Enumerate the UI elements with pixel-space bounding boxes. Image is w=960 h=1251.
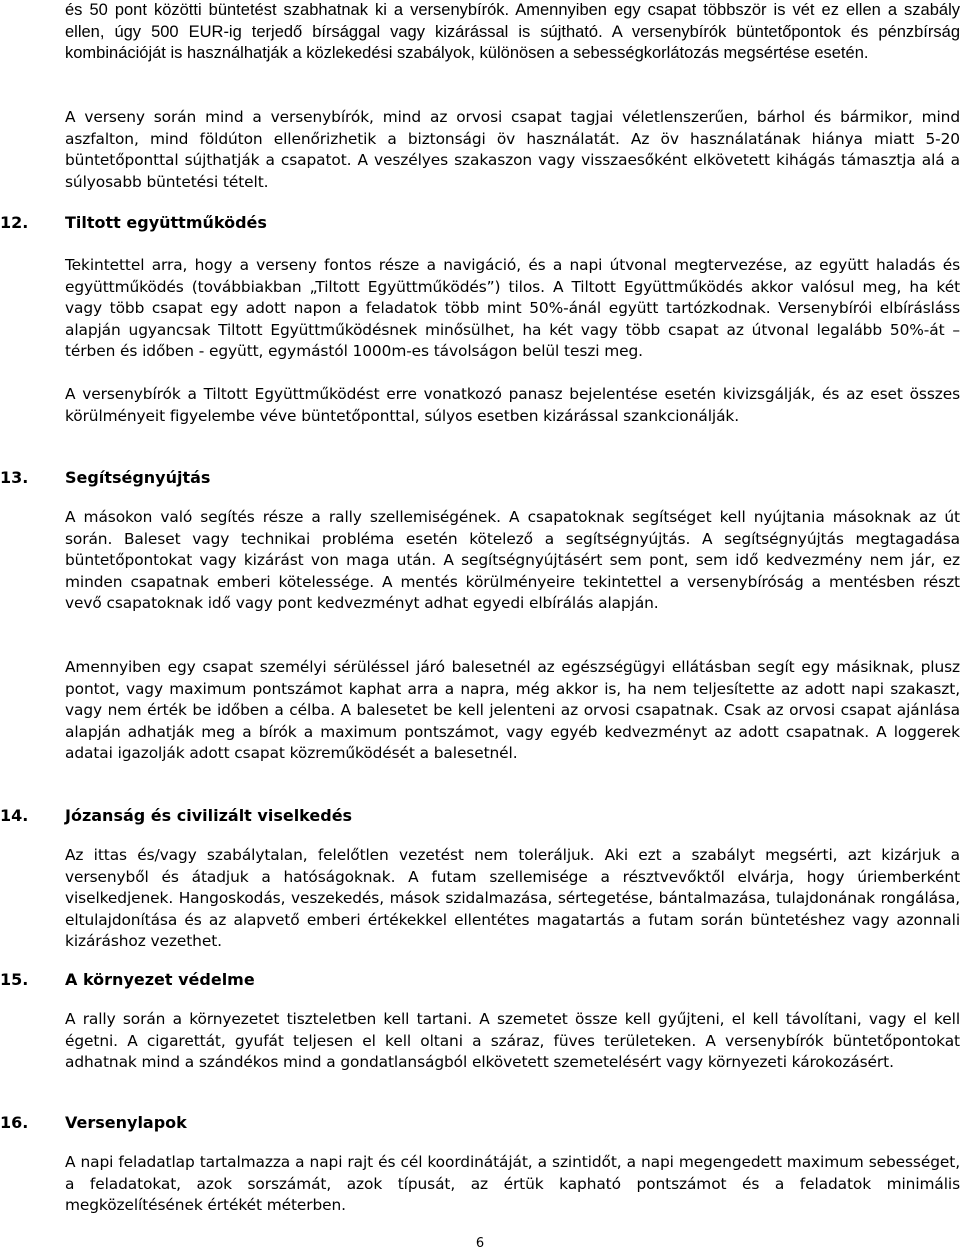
section-title: Tiltott együttműködés [65, 213, 267, 232]
section-number: 14. [0, 806, 29, 825]
page-number: 6 [475, 1236, 485, 1251]
section-number: 15. [0, 970, 29, 989]
section-title: Versenylapok [65, 1113, 187, 1132]
section-15-paragraph-1: A rally során a környezetet tiszteletben kell tartani. A szemetet össze kell gyűjteni, el kell távolítani, vagy el kell égetni. A cigarettát, gyufát teljesen el kell oltani a száraz, füves területeken. A versenybírók büntetőpontokat adhatnak mind a szándékos mind a gondatlanságból elkövetett szemetelésért vagy környezeti károkozásért. [65, 1010, 960, 1071]
section-heading-16 [0, 1112, 187, 1134]
section-title: Józanság és civilizált viselkedés [65, 806, 353, 825]
section-heading-15 [0, 969, 255, 991]
section-number: 13. [0, 468, 29, 487]
section-14-paragraph-1: Az ittas és/vagy szabálytalan, felelőtlen vezetést nem toleráljuk. Aki ezt a szabályt megsérti, azt kizárjuk a versenyből és átadjuk a hatóságoknak. A futam szellemisége a résztvevőktől elvárja, hogy úriemberként viselkedjenek. Hangoskodás, veszekedés, mások szidalmazása, sértegetése, bántalmazása, tulajdonának rongálása, eltulajdonítása és az alapvető emberi értékekkel ellentétes magatartás a futam során büntetéshez vagy azonnali kizáráshoz vezethet. [65, 846, 960, 950]
section-title: A környezet védelme [65, 970, 255, 989]
section-heading-12 [0, 212, 267, 234]
section-13-paragraph-2: Amennyiben egy csapat személyi sérüléssel járó balesetnél az egészségügyi ellátásban segít egy másiknak, plusz pontot, vagy maximum pontszámot kaphat arra a napra, még akkor is, ha nem teljesítette az adott napi szakaszt, vagy nem érték be időben a célba. A balesetet be kell jelenteni az orvosi csapatnak. Csak az orvosi csapat ajánlása alapján adhatják meg a bírók a maximum pontszámot, vagy egyéb kedvezményt az adott csapatnak. A loggerek adatai igazolják adott csapat közreműködését a balesetnél. [65, 658, 960, 762]
section-13-paragraph-1: A másokon való segítés része a rally szellemiségének. A csapatoknak segítséget kell nyújtania másoknak az út során. Baleset vagy technikai probléma esetén kötelező a segítségnyújtás. A segítségnyújtás megtagadása büntetőpontokat vagy kizárást von maga után. A segítségnyújtásért sem pont, sem idő kedvezmény nem jár, ez minden csapatnak emberi kötelessége. A mentés körülményeire tekintettel a versenybíróság a mentésben részt vevő csapatoknak idő vagy pont kedvezményt adhat egyedi elbírálás alapján. [65, 508, 960, 612]
section-16-paragraph-1: A napi feladatlap tartalmazza a napi rajt és cél koordinátáját, a szintidőt, a napi megengedett maximum sebességet, a feladatokat, azok sorszámát, azok típusát, az értük kapható pontszámot és a feladatok minimális megközelítésének értékét méterben. [65, 1153, 960, 1214]
section-12-paragraph-1: Tekintettel arra, hogy a verseny fontos része a navigáció, és a napi útvonal megtervezése, az együtt haladás és együttműködés (továbbiakban „Tiltott Együttműködés”) tilos. A Tiltott Együttműködés akkor valósul meg, ha két vagy több csapat egy adott napon a feladatok több mint 50%-ánál együtt tartózkodnak. Versenybírói elbírásláss alapján ugyancsak Tiltott Együttműködésnek minősülhet, ha két vagy több csapat az útvonal legalább 50%-át – térben és időben - együtt, egymástól 1000m-es távolságon belül teszi meg. [65, 256, 960, 360]
section-heading-13 [0, 467, 210, 489]
intro-paragraph: és 50 pont közötti büntetést szabhatnak ki a versenybírók. Amennyiben egy csapat többször is vét ez ellen a szabály ellen, úgy 500 EUR-ig terjedő bírsággal vagy kizárással is sújtható. A versenybírók büntetőpontok és pénzbírság kombinációját is használhatják a közlekedési szabályok, különösen a sebességkorlátozás megsértése esetén. [65, 1, 960, 62]
section-title: Segítségnyújtás [65, 468, 211, 487]
section-heading-14 [0, 805, 352, 827]
section-12-paragraph-2: A versenybírók a Tiltott Együttműködést erre vonatkozó panasz bejelentése esetén kivizsgálják, és az eset összes körülményeit figyelembe véve büntetőponttal, súlyos esetben kizárással szankcionálják. [65, 385, 960, 425]
seatbelt-paragraph: A verseny során mind a versenybírók, mind az orvosi csapat tagjai véletlenszerűen, bárhol és bármikor, mind aszfalton, mind földúton ellenőrizhetik a biztonsági öv használatát. Az öv használatának hiánya miatt 5-20 büntetőponttal sújthatják a csapatot. A veszélyes szakaszon vagy visszaesőként elkövetett kihágás támasztja alá a súlyosabb büntetési tételt. [65, 108, 960, 191]
section-number: 16. [0, 1113, 29, 1132]
section-number: 12. [0, 213, 29, 232]
